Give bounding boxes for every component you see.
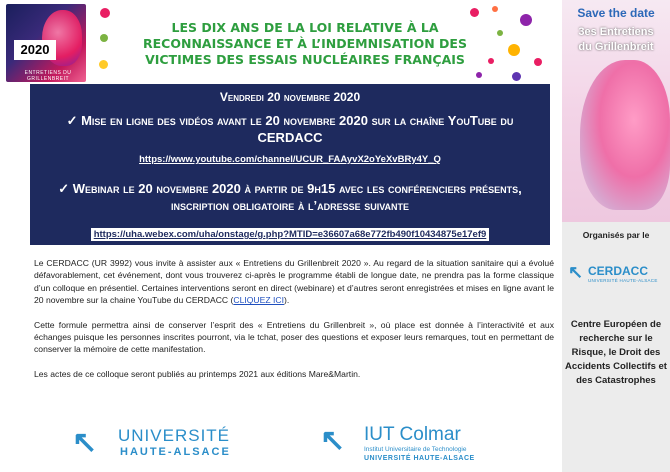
uha-logo-line1: UNIVERSITÉ bbox=[118, 426, 231, 445]
cliquez-ici-link[interactable]: CLIQUEZ ICI bbox=[233, 295, 284, 306]
uha-mark-icon: ↖ bbox=[72, 426, 98, 459]
cerdacc-logo bbox=[568, 262, 666, 286]
head-silhouette-icon bbox=[580, 60, 670, 210]
decorative-dot bbox=[476, 72, 482, 78]
decorative-dot bbox=[470, 8, 479, 17]
cerdacc-name: CERDACC bbox=[588, 264, 648, 278]
sidebar bbox=[562, 0, 670, 472]
sidebar-subtitle-line: du Grillenbreit bbox=[578, 41, 654, 53]
event-box bbox=[30, 84, 550, 245]
decorative-dot bbox=[100, 8, 110, 18]
sidebar-banner bbox=[562, 0, 670, 222]
title-line: RECONNAISSANCE ET À L’INDEMNISATION DES bbox=[143, 36, 467, 51]
page-title bbox=[130, 20, 480, 68]
entretiens-logo bbox=[6, 4, 86, 82]
title-line: VICTIMES DES ESSAIS NUCLÉAIRES FRANÇAIS bbox=[145, 52, 465, 67]
sidebar-subtitle-line: 3es Entretiens bbox=[578, 26, 654, 38]
event-date: Vendredi 20 novembre 2020 bbox=[219, 90, 361, 104]
decorative-dot bbox=[520, 14, 532, 26]
save-the-date: Save the date bbox=[577, 6, 655, 20]
paragraph-intro-text: Le CERDACC (UR 3992) vous invite à assister aux « Entretiens du Grillenbreit 2020 ». Au regard de la situation sanitaire qui a évolué défavorablement, cet événement, dont vous trouverez ci-après le programme établi de longue date, ne prendra pas la forme classique d’un colloque en présentiel. Certaines interventions seront en direct (webinare) et d’autres seront enregistrées et mises en ligne avant le 20 novembre sur la chaine YouTube du CERDACC ( bbox=[34, 258, 554, 306]
decorative-dot bbox=[497, 30, 503, 36]
cerdacc-university: UNIVERSITÉ HAUTE-ALSACE bbox=[588, 278, 658, 283]
decorative-dot bbox=[534, 58, 542, 66]
body-text bbox=[34, 257, 554, 392]
decorative-dot bbox=[488, 58, 494, 64]
cerdacc-mark-icon: ↖ bbox=[568, 262, 584, 282]
paragraph-intro-end: ). bbox=[283, 295, 290, 306]
webex-link-wrapper bbox=[30, 224, 550, 242]
decorative-dot bbox=[492, 6, 498, 12]
uha-logo bbox=[72, 426, 262, 466]
iut-logo-line2: Institut Universitaire de Technologie bbox=[364, 446, 467, 453]
sidebar-subtitle bbox=[562, 25, 670, 55]
logo-caption: ENTRETIENS DU GRILLENBREIT bbox=[24, 70, 72, 82]
decorative-dot bbox=[512, 72, 521, 81]
iut-mark-icon: ↖ bbox=[320, 424, 346, 457]
iut-colmar-logo bbox=[320, 424, 510, 468]
iut-logo-line1: IUT Colmar bbox=[364, 424, 461, 445]
uha-logo-line2: HAUTE-ALSACE bbox=[120, 446, 231, 458]
paragraph-publication: Les actes de ce colloque seront publiés au printemps 2021 aux éditions Mare&Martin. bbox=[34, 368, 361, 379]
decorative-dot bbox=[99, 60, 108, 69]
decorative-dot bbox=[100, 34, 108, 42]
logo-year: 2020 bbox=[14, 40, 56, 60]
event-item-videos: ✓ Mise en ligne des vidéos avant le 20 novembre 2020 sur la chaîne YouTube du CERDACC bbox=[66, 113, 514, 145]
webex-link[interactable]: https://uha.webex.com/uha/onstage/g.php?MTID=e36607a68e772fb490f10434875e17ef9 bbox=[91, 228, 490, 241]
iut-logo-line3: UNIVERSITÉ HAUTE-ALSACE bbox=[364, 455, 475, 462]
event-item-webinar: ✓ Webinar le 20 novembre 2020 à partir de 9h15 avec les conférenciers présents, inscription obligatoire à l’adresse suivante bbox=[58, 181, 522, 213]
youtube-link[interactable]: https://www.youtube.com/channel/UCUR_FAAyvX2oYeXvBRy4Y_Q bbox=[139, 154, 441, 165]
organised-by: Organisés par le bbox=[582, 230, 650, 240]
paragraph-format: Cette formule permettra ainsi de conserver l’esprit des « Entretiens du Grillenbreit », où place est donnée à l’interactivité et aux échanges puisque les personnes inscrites pourront, via le tchat, poser des questions et exposer leurs remarques, tout en permettant de conserver la mémoire de cette manifestation. bbox=[34, 319, 554, 355]
title-line: LES DIX ANS DE LA LOI RELATIVE À LA bbox=[171, 20, 439, 35]
decorative-dot bbox=[508, 44, 520, 56]
paragraph-intro bbox=[34, 257, 554, 307]
cerdacc-description: Centre Européen de recherche sur le Risque, le Droit des Accidents Collectifs et des Catastrophes bbox=[565, 319, 667, 386]
